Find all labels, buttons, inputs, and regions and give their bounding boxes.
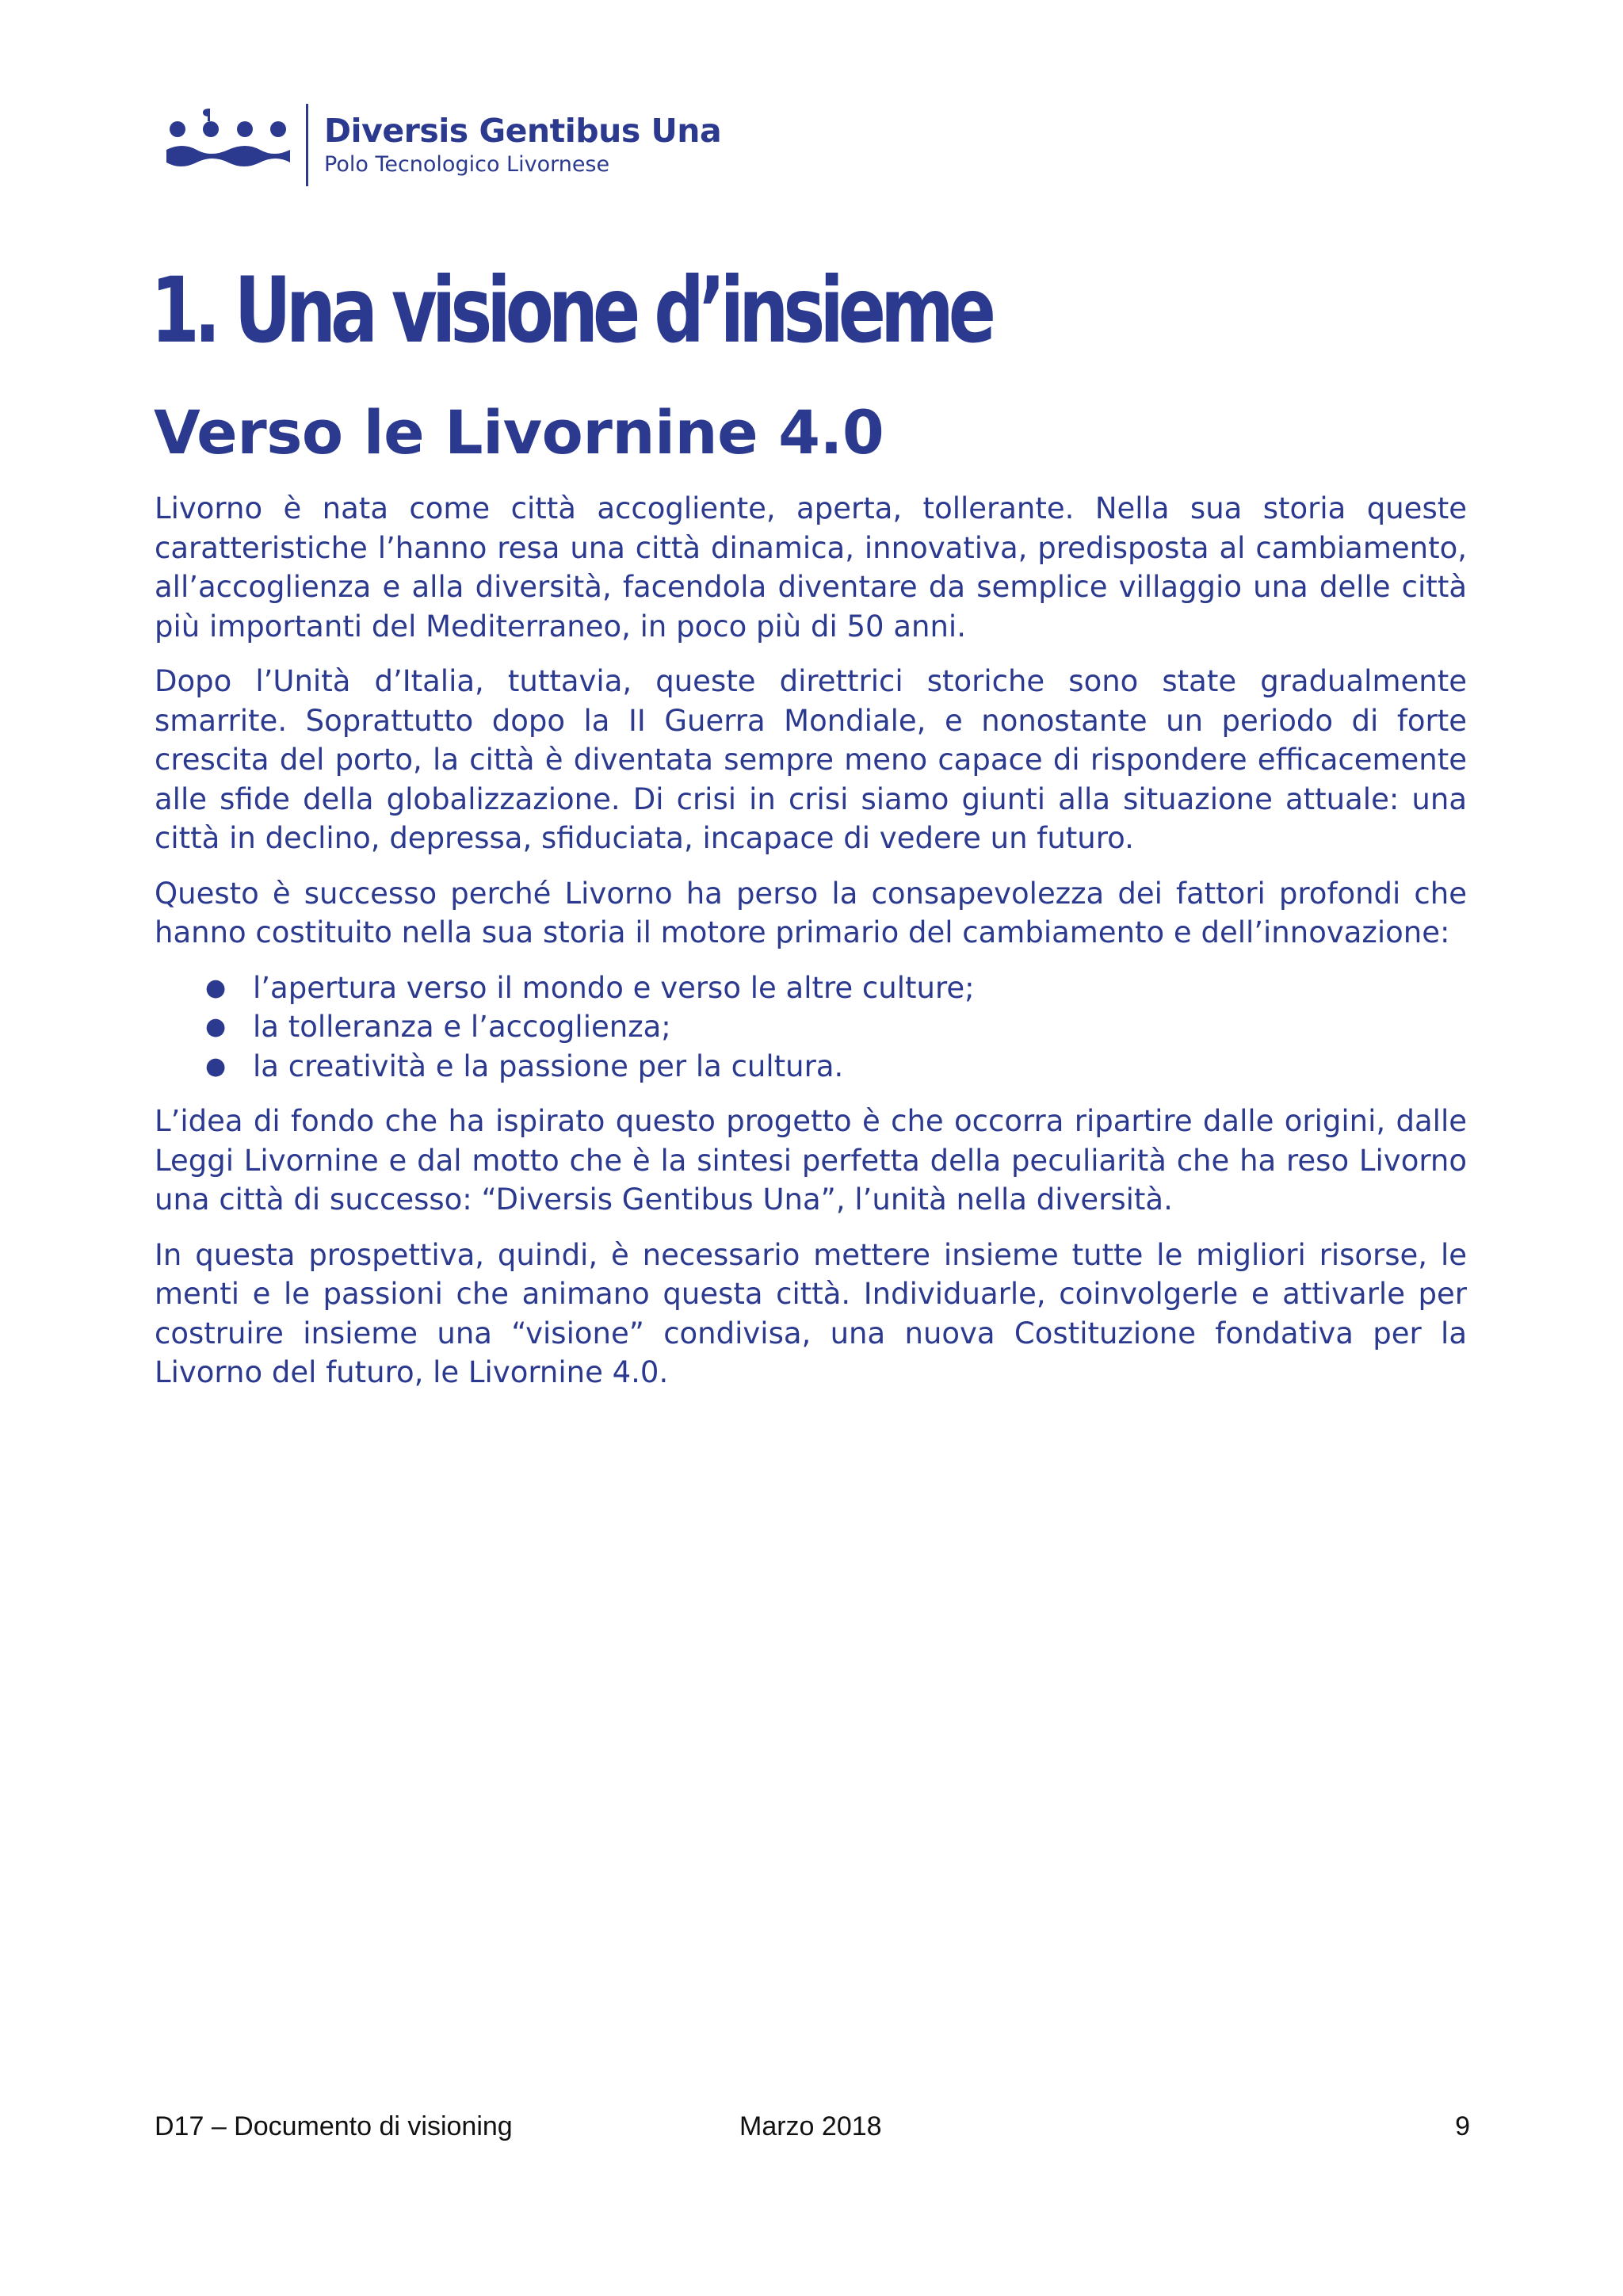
list-item-text: la tolleranza e l’accoglienza; — [253, 1010, 671, 1044]
bullet-icon: ● — [205, 1052, 227, 1080]
header-logo — [165, 101, 721, 189]
body-text — [155, 489, 1467, 1408]
paragraph-3: Questo è successo perché Livorno ha perso la consapevolezza dei fattori profondi che hanno costituito nella sua storia il motore primario del cambiamento e dell’innovazione: — [155, 876, 1467, 949]
bullet-icon: ● — [205, 1013, 227, 1041]
paragraph-5: In questa prospettiva, quindi, è necessario mettere insieme tutte le migliori risorse, le menti e le passioni che animano questa città. Individuarle, coinvolgerle e attivarle per costruire insieme una “visione” condivisa, una nuova Costituzione fondativa per la Livorno del futuro, le Livornine 4.0. — [155, 1237, 1467, 1389]
logo-divider — [306, 104, 308, 186]
bullet-list — [155, 968, 1467, 1087]
footer-date: Marzo 2018 — [739, 2111, 882, 2141]
list-item-text: l’apertura verso il mondo e verso le altre culture; — [253, 970, 975, 1005]
list-item — [155, 1007, 1467, 1047]
logo-name: Diversis Gentibus Una — [324, 112, 722, 150]
page-footer — [155, 2111, 1470, 2151]
list-item-text: la creatività e la passione per la cultura. — [253, 1049, 844, 1083]
chapter-title: 1. Una visione d’insieme — [151, 258, 991, 363]
waves-dots-logo-icon — [165, 105, 292, 185]
paragraph-2: Dopo l’Unità d’Italia, tuttavia, queste direttrici storiche sono state gradualmente smarrite. Soprattutto dopo la II Guerra Mondiale, e nonostante un periodo di forte crescita del porto, la città è diventata sempre meno capace di rispondere efficacemente alle sfide della globalizzazione. Di crisi in crisi siamo giunti alla situazione attuale: una città in declino, depressa, sfiduciata, incapace di vedere un futuro. — [155, 664, 1467, 855]
footer-document-title: D17 – Documento di visioning — [155, 2111, 513, 2141]
list-item — [155, 968, 1467, 1008]
section-title: Verso le Livornine 4.0 — [154, 397, 884, 468]
paragraph-4: L’idea di fondo che ha ispirato questo progetto è che occorra ripartire dalle origini, dalle Leggi Livornine e dal motto che è la sintesi perfetta della peculiarità che ha reso Livorno una città di successo: “Diversis Gentibus Una”, l’unità nella diversità. — [155, 1104, 1467, 1217]
bullet-icon: ● — [205, 973, 227, 1002]
paragraph-1: Livorno è nata come città accogliente, aperta, tollerante. Nella sua storia queste caratteristiche l’hanno resa una città dinamica, innovativa, predisposta al cambiamento, all’accoglienza e alla diversità, facendola diventare da semplice villaggio una delle città più importanti del Mediterraneo, in poco più di 50 anni. — [155, 491, 1467, 644]
page-number: 9 — [1455, 2111, 1470, 2141]
logo-tagline: Polo Tecnologico Livornese — [324, 152, 610, 177]
logo-text — [324, 111, 721, 179]
list-item — [155, 1047, 1467, 1087]
